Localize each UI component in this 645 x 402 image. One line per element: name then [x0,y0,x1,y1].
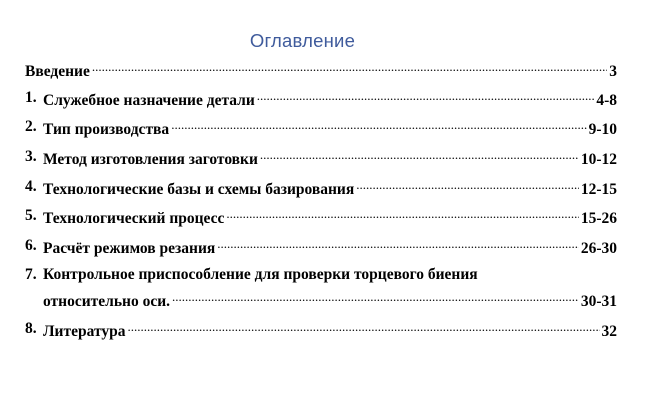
dot-leader [356,178,579,194]
toc-entry-page: 15-26 [580,210,617,227]
toc-entry-label-line-1: Контрольное приспособление для проверки торцевого биения [43,266,478,283]
toc-entry-number: 1. [25,89,37,106]
dot-leader [217,237,579,253]
dot-leader [257,89,595,105]
toc-entry-number: 3. [25,148,37,165]
toc-entry-number: 8. [25,320,37,337]
dot-leader [171,118,586,134]
toc-entry-label: Введение [25,63,90,80]
toc-entry-page: 3 [609,63,617,80]
dot-leader [127,320,599,336]
toc-entry-number: 6. [25,237,37,254]
dot-leader [226,207,578,223]
toc-entry-number: 5. [25,207,37,224]
toc-entry-label: Тип производства [43,121,170,138]
toc-entry-page: 12-15 [580,181,617,198]
toc-entry-page: 4-8 [596,92,617,109]
toc-entry-label: Технологические базы и схемы базирования [43,181,355,198]
toc-entry-label-line-2: относительно оси. [43,293,171,310]
toc-title: Оглавление [249,30,356,51]
toc-entry-page: 9-10 [588,121,617,138]
dot-leader [92,60,607,76]
dot-leader [260,148,579,164]
toc-entry-label: Расчёт режимов резания [43,240,216,257]
toc-entry-number: 4. [25,178,37,195]
toc-entry-page: 30-31 [580,293,617,310]
toc-entry-label: Литература [43,323,126,340]
dot-leader [172,290,579,306]
toc-entry-label: Служебное назначение детали [43,92,255,109]
toc-entry-number: 2. [25,118,37,135]
toc-entry-page: 26-30 [580,240,617,257]
toc-entry-label: Метод изготовления заготовки [43,151,258,168]
toc-entry-page: 32 [601,323,617,340]
toc-entry-page: 10-12 [580,151,617,168]
toc-entry-number: 7. [25,266,37,283]
toc-entry-label: Технологический процесс [43,210,225,227]
